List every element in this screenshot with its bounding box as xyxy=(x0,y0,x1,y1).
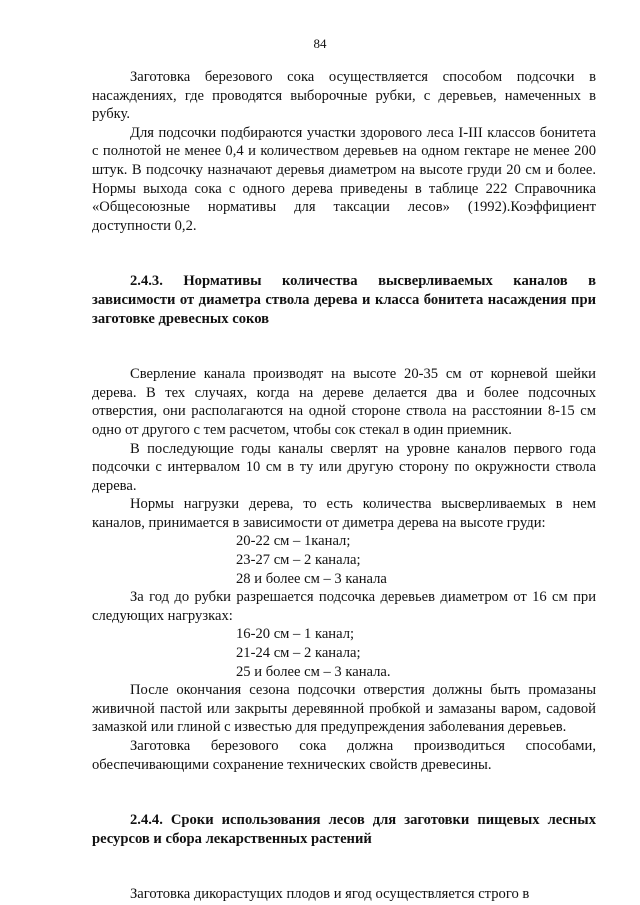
list-item: 21-24 см – 2 канала; xyxy=(236,645,361,662)
section-243-paragraph-2: В последующие годы каналы сверлят на уровне каналов первого года подсочки с интервалом 10 см в ту или другую сторону по окружности ствола дерева. xyxy=(92,440,596,494)
section-244-paragraph-1: Заготовка дикорастущих плодов и ягод осуществляется строго в xyxy=(130,886,530,903)
section-heading-2-4-3: 2.4.3. Нормативы количества высверливаемых каналов в зависимости от диаметра ствола дерева и класса бонитета насаждения при заготовке древесных соков xyxy=(92,273,596,327)
section-243-paragraph-6: Заготовка березового сока должна производиться способами, обеспечивающими сохранение технических свойств древесины. xyxy=(92,738,596,773)
pre-felling-norms-list xyxy=(92,625,596,681)
section-243-paragraph-1: Сверление канала производят на высоте 20-35 см от корневой шейки дерева. В тех случаях, когда на дереве делается два и более подсочных отверстия, они располагаются на одной стороне ствола на расстоянии 8-15 см одно от другого с тем расчетом, чтобы сок стекал в один приемник. xyxy=(92,366,596,438)
spacer xyxy=(92,328,596,365)
section-243-paragraph-4: За год до рубки разрешается подсочка деревьев диаметром от 16 см при следующих нагрузках: xyxy=(92,589,596,624)
spacer xyxy=(92,235,596,272)
list-item: 16-20 см – 1 канал; xyxy=(236,626,355,643)
section-heading-2-4-4: 2.4.4. Сроки использования лесов для заготовки пищевых лесных ресурсов и сбора лекарственных растений xyxy=(92,812,596,847)
load-norms-list xyxy=(92,532,596,588)
list-item: 28 и более см – 3 канала xyxy=(236,570,387,587)
list-item: 20-22 см – 1канал; xyxy=(236,533,351,550)
section-243-paragraph-3: Нормы нагрузки дерева, то есть количества высверливаемых в нем каналов, принимается в зависимости от диметра дерева на высоте груди: xyxy=(92,496,596,531)
spacer xyxy=(92,774,596,811)
page-content xyxy=(92,68,596,904)
section-243-paragraph-5: После окончания сезона подсочки отверстия должны быть промазаны живичной пастой или закрыты деревянной пробкой и замазаны варом, садовой замазкой или глиной с известью для предупреждения заболевания деревьев. xyxy=(92,682,596,736)
list-item: 25 и более см – 3 канала. xyxy=(236,663,391,680)
page-number: 84 xyxy=(313,36,327,51)
intro-paragraph-1: Заготовка березового сока осуществляется способом подсочки в насаждениях, где проводятся выборочные рубки, с деревьев, намеченных в рубку. xyxy=(92,69,596,123)
list-item: 23-27 см – 2 канала; xyxy=(236,552,361,569)
spacer xyxy=(92,848,596,885)
intro-paragraph-2: Для подсочки подбираются участки здорового леса I-III классов бонитета с полнотой не менее 0,4 и количеством деревьев на одном гектаре не менее 200 штук. В подсочку назначают деревья диаметром на высоте груди 20 см и более. Нормы выхода сока с одного дерева приведены в таблице 222 Справочника «Общесоюзные нормативы для таксации лесов» (1992).Коэффициент доступности 0,2. xyxy=(92,124,596,234)
